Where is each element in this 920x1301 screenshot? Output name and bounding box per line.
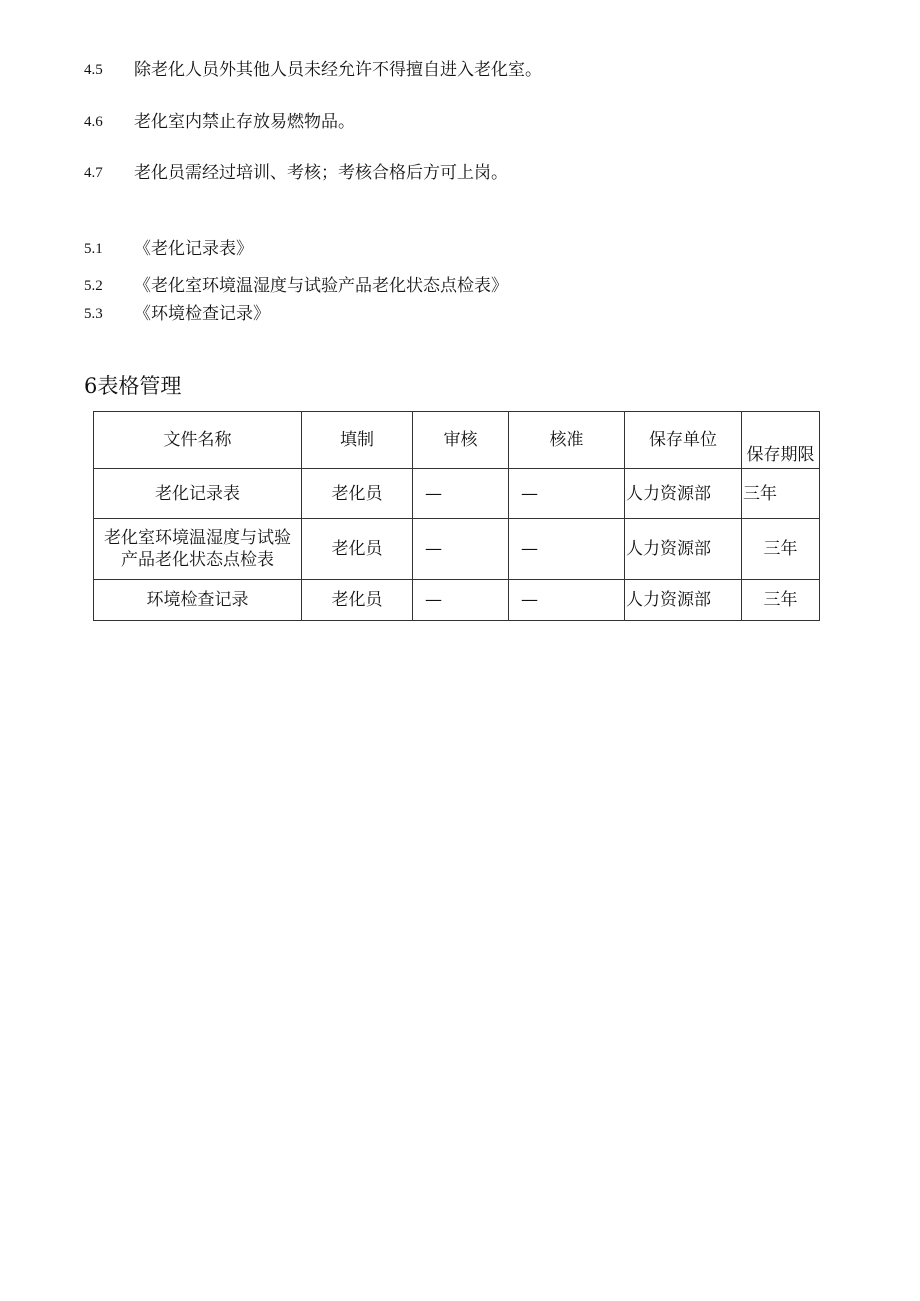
record-text: 《老化室环境温湿度与试验产品老化状态点检表》 <box>134 276 508 296</box>
clause-text: 老化员需经过培训、考核；考核合格后方可上岗。 <box>134 163 508 183</box>
cell-reviewed-by: — <box>413 580 509 621</box>
header-filled-by: 填制 <box>302 412 413 469</box>
cell-reviewed-by: — <box>413 519 509 580</box>
record-text: 《环境检查记录》 <box>134 304 270 324</box>
cell-retention-period: 三年 <box>742 580 820 621</box>
cell-filled-by: 老化员 <box>302 519 413 580</box>
cell-file-name-line2: 产品老化状态点检表 <box>121 550 274 570</box>
clause-text: 老化室内禁止存放易燃物品。 <box>134 112 355 132</box>
header-retention-period: 保存期限 <box>742 412 820 469</box>
header-approved-by: 核准 <box>509 412 625 469</box>
clause-number: 4.5 <box>84 62 103 78</box>
record-number: 5.1 <box>84 241 103 257</box>
header-file-name: 文件名称 <box>94 412 302 469</box>
cell-approved-by: — <box>509 580 625 621</box>
cell-storage-unit: 人力资源部 <box>625 519 742 580</box>
record-number: 5.2 <box>84 278 103 294</box>
header-reviewed-by: 审核 <box>413 412 509 469</box>
record-text: 《老化记录表》 <box>134 239 253 259</box>
cell-retention-period: 三年 <box>742 519 820 580</box>
header-storage-unit: 保存单位 <box>625 412 742 469</box>
cell-file-name-line1: 老化室环境温湿度与试验 <box>104 528 291 548</box>
forms-table <box>93 411 820 621</box>
table-header-row <box>94 412 820 469</box>
cell-retention-period: 三年 <box>742 469 820 519</box>
cell-file-name: 环境检查记录 <box>94 580 302 621</box>
cell-reviewed-by: — <box>413 469 509 519</box>
cell-storage-unit: 人力资源部 <box>625 469 742 519</box>
cell-storage-unit: 人力资源部 <box>625 580 742 621</box>
cell-approved-by: — <box>509 469 625 519</box>
cell-file-name <box>94 519 302 580</box>
clause-number: 4.7 <box>84 165 103 181</box>
record-number: 5.3 <box>84 306 103 322</box>
cell-filled-by: 老化员 <box>302 580 413 621</box>
cell-file-name: 老化记录表 <box>94 469 302 519</box>
cell-approved-by: — <box>509 519 625 580</box>
clause-text: 除老化人员外其他人员未经允许不得擅自进入老化室。 <box>134 60 542 80</box>
table-row <box>94 580 820 621</box>
table-row <box>94 469 820 519</box>
clause-number: 4.6 <box>84 114 103 130</box>
section-6-heading: 6表格管理 <box>84 374 182 398</box>
cell-filled-by: 老化员 <box>302 469 413 519</box>
table-row <box>94 519 820 580</box>
